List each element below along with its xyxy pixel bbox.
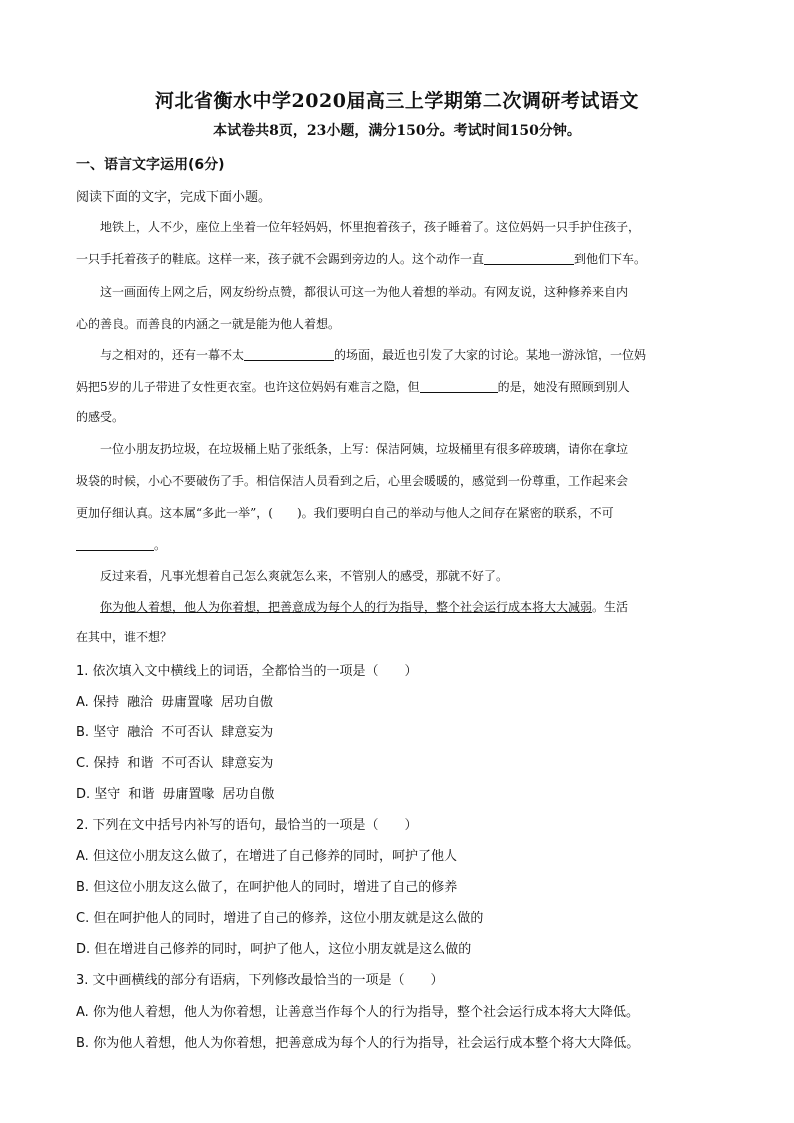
question-1-option-c[interactable]: C. 保持 和谐 不可否认 肆意妄为 [76,756,274,771]
question-2-stem: 2. 下列在文中括号内补写的语句，最恰当的一项是（ ） [76,818,418,833]
question-2-option-c[interactable]: C. 但在呵护他人的同时，增进了自己的修养，这位小朋友就是这么做的 [76,911,484,926]
passage-line: 你为他人着想，他人为你着想，把善意成为每个人的行为指导，整个社会运行成本将大大减弱。生活 [100,600,629,614]
question-1-option-d[interactable]: D. 坚守 和谐 毋庸置喙 居功自傲 [76,787,275,802]
fill-blank-2 [244,348,334,361]
passage-line: 与之相对的，还有一幕不太 的场面，最近也引发了大家的讨论。某地一游泳馆，一位妈 [100,348,647,362]
passage-line: 圾袋的时候，小心不要破伤了手。相信保洁人员看到之后，心里会暖暖的，感觉到一份尊重，工作起来会 [76,474,629,488]
fill-blank-1 [484,252,574,265]
question-2-option-b[interactable]: B. 但这位小朋友这么做了，在呵护他人的同时，增进了自己的修养 [76,880,458,895]
passage-line: 在其中，谁不想？ [76,630,173,644]
section-heading: 一、语言文字运用(6分) [76,157,225,173]
question-3-option-b[interactable]: B. 你为他人着想，他人为你着想，把善意成为每个人的行为指导，社会运行成本整个将大大降低。 [76,1036,640,1051]
passage-line: 反过来看，凡事光想着自己怎么爽就怎么来，不管别人的感受，那就不好了。 [100,569,509,583]
section-instruction: 阅读下面的文字，完成下面小题。 [76,190,272,205]
question-1-option-a[interactable]: A. 保持 融洽 毋庸置喙 居功自傲 [76,695,273,710]
underlined-sentence: 你为他人着想，他人为你着想，把善意成为每个人的行为指导，整个社会运行成本将大大减弱 [100,600,593,614]
passage-line: 。 [76,536,724,553]
fill-blank-4 [76,538,154,551]
page-subtitle: 本试卷共8页，23小题，满分150分。考试时间150分钟。 [213,123,581,139]
passage-line: 更加仔细认真。这本属“多此一举”，( )。我们要明白自己的举动与他人之间存在紧密的联系，不可 [76,506,614,520]
passage-line: 地铁上，人不少，座位上坐着一位年轻妈妈，怀里抱着孩子，孩子睡着了。这位妈妈一只手护住孩子， [100,220,641,234]
passage-line: 一位小朋友扔垃圾，在垃圾桶上贴了张纸条，上写：保洁阿姨，垃圾桶里有很多碎玻璃，请你在拿垃 [100,442,629,456]
passage-line: 这一画面传上网之后，网友纷纷点赞，都很认可这一为他人着想的举动。有网友说，这种修养来自内 [100,285,629,299]
question-1-option-b[interactable]: B. 坚守 融洽 不可否认 肆意妄为 [76,725,274,740]
question-2-option-d[interactable]: D. 但在增进自己修养的同时，呵护了他人，这位小朋友就是这么做的 [76,942,472,957]
fill-blank-3 [420,380,498,393]
question-3-stem: 3. 文中画横线的部分有语病，下列修改最恰当的一项是（ ） [76,973,444,988]
passage-line: 心的善良。而善良的内涵之一就是能为他人着想。 [76,317,341,331]
question-1-stem: 1. 依次填入文中横线上的词语，全都恰当的一项是（ ） [76,664,418,679]
passage-line: 一只手托着孩子的鞋底。这样一来，孩子就不会踢到旁边的人。这个动作一直 到他们下车。 [76,252,647,266]
question-3-option-a[interactable]: A. 你为他人着想，他人为你着想，让善意当作每个人的行为指导，整个社会运行成本将大大降低。 [76,1005,639,1020]
page-title: 河北省衡水中学2020届高三上学期第二次调研考试语文 [155,90,639,112]
passage-line: 的感受。 [76,410,125,424]
passage-line: 妈把5岁的儿子带进了女性更衣室。也许这位妈妈有难言之隐，但 的是，她没有照顾到别人 [76,380,630,394]
question-2-option-a[interactable]: A. 但这位小朋友这么做了，在增进了自己修养的同时，呵护了他人 [76,849,457,864]
